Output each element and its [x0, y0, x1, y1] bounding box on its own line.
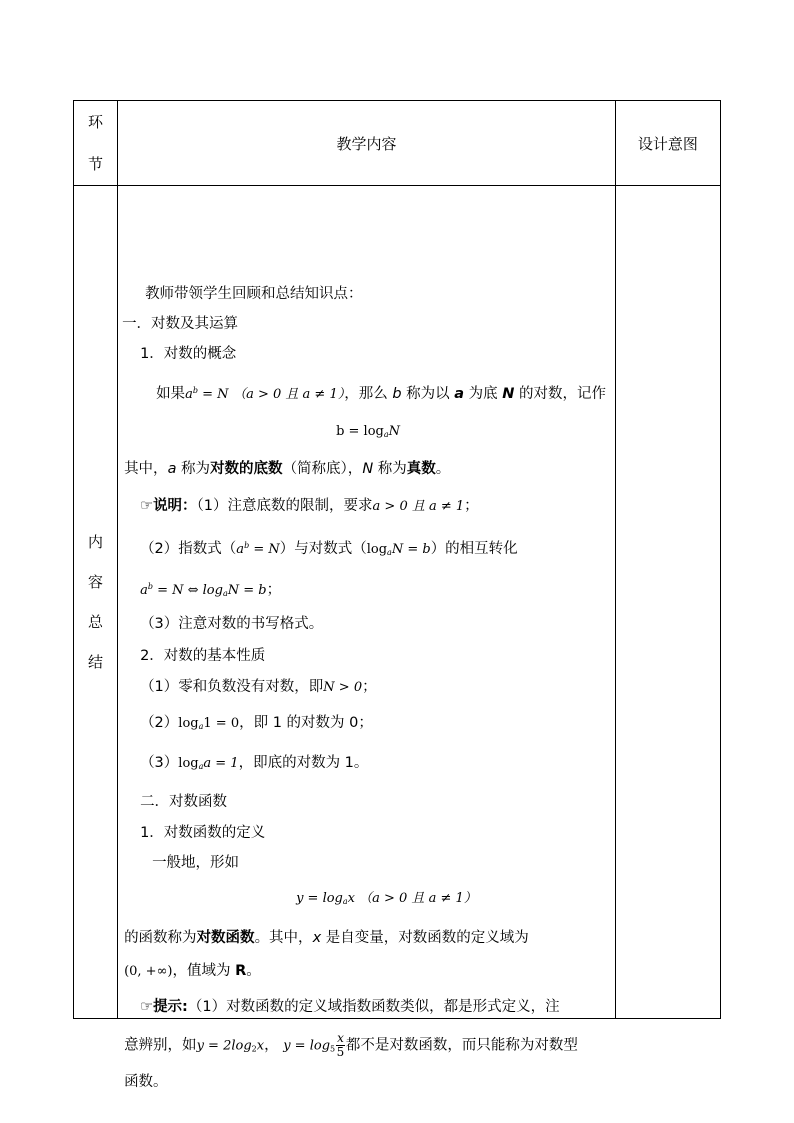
- note-line-1: [140, 496, 479, 517]
- prop-3-log: log: [178, 756, 199, 771]
- note-2-pre: （2）指数式（: [140, 541, 237, 557]
- note-2-end: ）的相互转化: [430, 541, 518, 557]
- tip-text-3: 函数。: [124, 1074, 168, 1090]
- tip-example-1-sub: 2: [251, 1044, 257, 1054]
- general-text: 一般地，形如: [152, 855, 240, 871]
- prop-3-rest: a = 1: [203, 756, 239, 771]
- equiv-a: a: [140, 583, 148, 598]
- header-row: [74, 101, 721, 186]
- intro-text: 教师带领学生回顾和总结知识点：: [145, 286, 363, 302]
- tip-fraction-num: x: [337, 1031, 344, 1045]
- note-2-exp-sup: b: [244, 541, 250, 550]
- note-1-end: ；: [464, 498, 479, 514]
- tip-text-2a: 意辨别，如: [124, 1037, 197, 1054]
- stage-label: [74, 186, 118, 1019]
- prop-2-rest: 1 = 0: [203, 716, 240, 731]
- func-desc-bold: 对数函数: [196, 930, 255, 946]
- func-formula-sub: a: [342, 897, 348, 906]
- header-stage: [74, 101, 118, 186]
- note-2-log-sub: a: [387, 548, 392, 557]
- stage-char-4: 结: [88, 653, 104, 671]
- range-R: R: [235, 963, 247, 979]
- subsection-1-title-text: 1．对数的概念: [140, 346, 237, 362]
- section-2-title-text: 二．对数函数: [140, 794, 228, 810]
- def-exp: $a^b = N$: [185, 386, 229, 402]
- tip-example-2-sub: 5: [330, 1044, 336, 1054]
- formula-log-sub: a: [383, 430, 389, 439]
- prop-1-math: N > 0: [323, 680, 363, 695]
- func-desc-x: x: [312, 930, 322, 946]
- property-2: [140, 713, 373, 737]
- where-3: （简称底），: [282, 461, 363, 477]
- prop-1-end: ；: [362, 679, 377, 695]
- domain-line: [124, 961, 261, 982]
- tip-text-2b: 都不是对数函数，而只能称为对数型: [345, 1037, 578, 1054]
- note-1-text: （1）注意底数的限制，要求: [196, 498, 373, 514]
- where-4: 称为: [373, 461, 407, 477]
- func-desc-2: 。其中，: [254, 930, 313, 946]
- def-end: ，记作: [562, 386, 607, 402]
- function-formula: [296, 888, 477, 912]
- tip-text-1: （1）对数函数的定义域指数函数类似，都是形式定义，注: [187, 999, 560, 1015]
- stage-char-3: 总: [88, 613, 104, 631]
- subsection-3-title: [140, 823, 265, 843]
- function-description: [124, 928, 529, 948]
- header-stage-char-1: 环: [88, 113, 104, 131]
- subsection-3-title-text: 1．对数函数的定义: [140, 825, 266, 841]
- equiv-sub: a: [222, 589, 228, 598]
- formula-log-N: N: [388, 424, 401, 439]
- intro-line: [145, 284, 363, 304]
- note-2-mid: ）与对数式（: [279, 541, 367, 557]
- where-true: 真数: [406, 461, 436, 477]
- section-1-title: [122, 314, 238, 334]
- prop-3-end: ，即底的对数为 1。: [238, 755, 369, 771]
- def-text: 称为以: [401, 386, 455, 402]
- func-formula-main: y = log: [296, 891, 343, 906]
- content-cell: [118, 186, 616, 1090]
- def-b: b: [392, 386, 402, 402]
- prop-2-sub: a: [198, 722, 204, 731]
- general-line: [152, 853, 239, 873]
- section-1-title-text: 一．对数及其运算: [122, 316, 239, 332]
- func-formula-rest: x （a > 0 且 a ≠ 1）: [347, 891, 477, 906]
- tip-fraction: [336, 1032, 345, 1059]
- where-2: 称为: [176, 461, 211, 477]
- equiv-end: ；: [266, 582, 282, 598]
- note-2-log-rest: N = b: [391, 542, 431, 557]
- tip-label: 提示:: [153, 999, 188, 1015]
- where-line: [124, 459, 450, 479]
- tip-line-1: [140, 997, 560, 1017]
- domain-rest: ，值域为: [172, 963, 236, 979]
- formula-log: [336, 421, 400, 445]
- equiv-rest-1: = N ⇔ log: [152, 583, 223, 598]
- where-base: 对数的底数: [210, 461, 283, 477]
- formula-log-main: b = log: [336, 424, 384, 439]
- tip-example-1: y = 2log: [196, 1038, 252, 1054]
- prop-3-pre: （3）: [140, 755, 179, 771]
- lesson-table: [73, 100, 721, 1090]
- def-cond: （a > 0 且 a ≠ 1）: [233, 387, 345, 402]
- prop-2-log: log: [178, 716, 199, 731]
- where-1: 其中，: [124, 461, 168, 477]
- section-2-title: [140, 792, 227, 812]
- tip-example-2: y = log: [283, 1038, 331, 1054]
- body-row: [74, 186, 721, 1019]
- def-N: N: [502, 386, 515, 402]
- stage-char-1: 内: [88, 533, 104, 551]
- note-line-3: [140, 614, 323, 634]
- equiv-sup: b: [147, 582, 153, 591]
- tip-line-2: 意辨别，如$y = 2\log_2x$， $y = \log_5$ $\frac{x}{5}$ 都不是对数函数，而只能称为对数型: [124, 1031, 578, 1059]
- pointing-hand-icon-2: ☞: [140, 999, 154, 1015]
- intent-cell: [615, 186, 720, 1019]
- subsection-2-title-text: 2．对数的基本性质: [140, 648, 266, 664]
- header-stage-char-2: 节: [88, 155, 104, 173]
- tip-line-3: [124, 1072, 168, 1092]
- definition-line: [156, 381, 606, 405]
- domain-math: (0, +∞): [124, 964, 173, 979]
- func-desc-3: 是自变量，对数函数的定义域为: [321, 930, 529, 946]
- header-content: 教学内容: [118, 101, 616, 186]
- note-2-log: log: [366, 542, 388, 557]
- def-pre: 如果: [156, 386, 186, 402]
- prop-2-pre: （2）: [140, 715, 179, 731]
- equiv-rest-2: N = b: [227, 583, 267, 598]
- header-intent: 设计意图: [615, 101, 720, 186]
- where-5: 。: [435, 461, 451, 477]
- stage-char-2: 容: [88, 573, 104, 591]
- def-text3: 的对数: [514, 386, 563, 402]
- property-1: [140, 677, 377, 698]
- prop-1-pre: （1）零和负数没有对数，即: [140, 679, 324, 695]
- def-text2: 为底: [464, 386, 503, 402]
- pointing-hand-icon: ☞: [140, 498, 154, 514]
- where-N: N: [362, 461, 374, 477]
- note-line-2: [140, 536, 518, 563]
- note-3-text: （3）注意对数的书写格式。: [140, 616, 324, 632]
- note-label: 说明：: [153, 498, 197, 514]
- prop-2-end: ，即 1 的对数为 0；: [239, 715, 373, 731]
- where-a: a: [167, 461, 177, 477]
- subsection-1-title: [140, 344, 236, 364]
- subsection-2-title: [140, 646, 265, 666]
- range-end: 。: [246, 963, 261, 979]
- prop-3-sub: a: [198, 762, 204, 771]
- tip-example-1-x: x: [256, 1038, 265, 1054]
- equivalence-line: [140, 577, 281, 604]
- tip-fraction-den: 5: [336, 1045, 345, 1059]
- def-mid: ，那么: [344, 386, 393, 402]
- note-2-exp: a: [236, 542, 245, 557]
- note-2-eq: = N: [249, 542, 280, 557]
- func-desc-1: 的函数称为: [124, 930, 197, 946]
- property-3: [140, 753, 368, 777]
- note-1-math: a > 0 且 a ≠ 1: [372, 499, 465, 514]
- def-a: a: [454, 386, 465, 402]
